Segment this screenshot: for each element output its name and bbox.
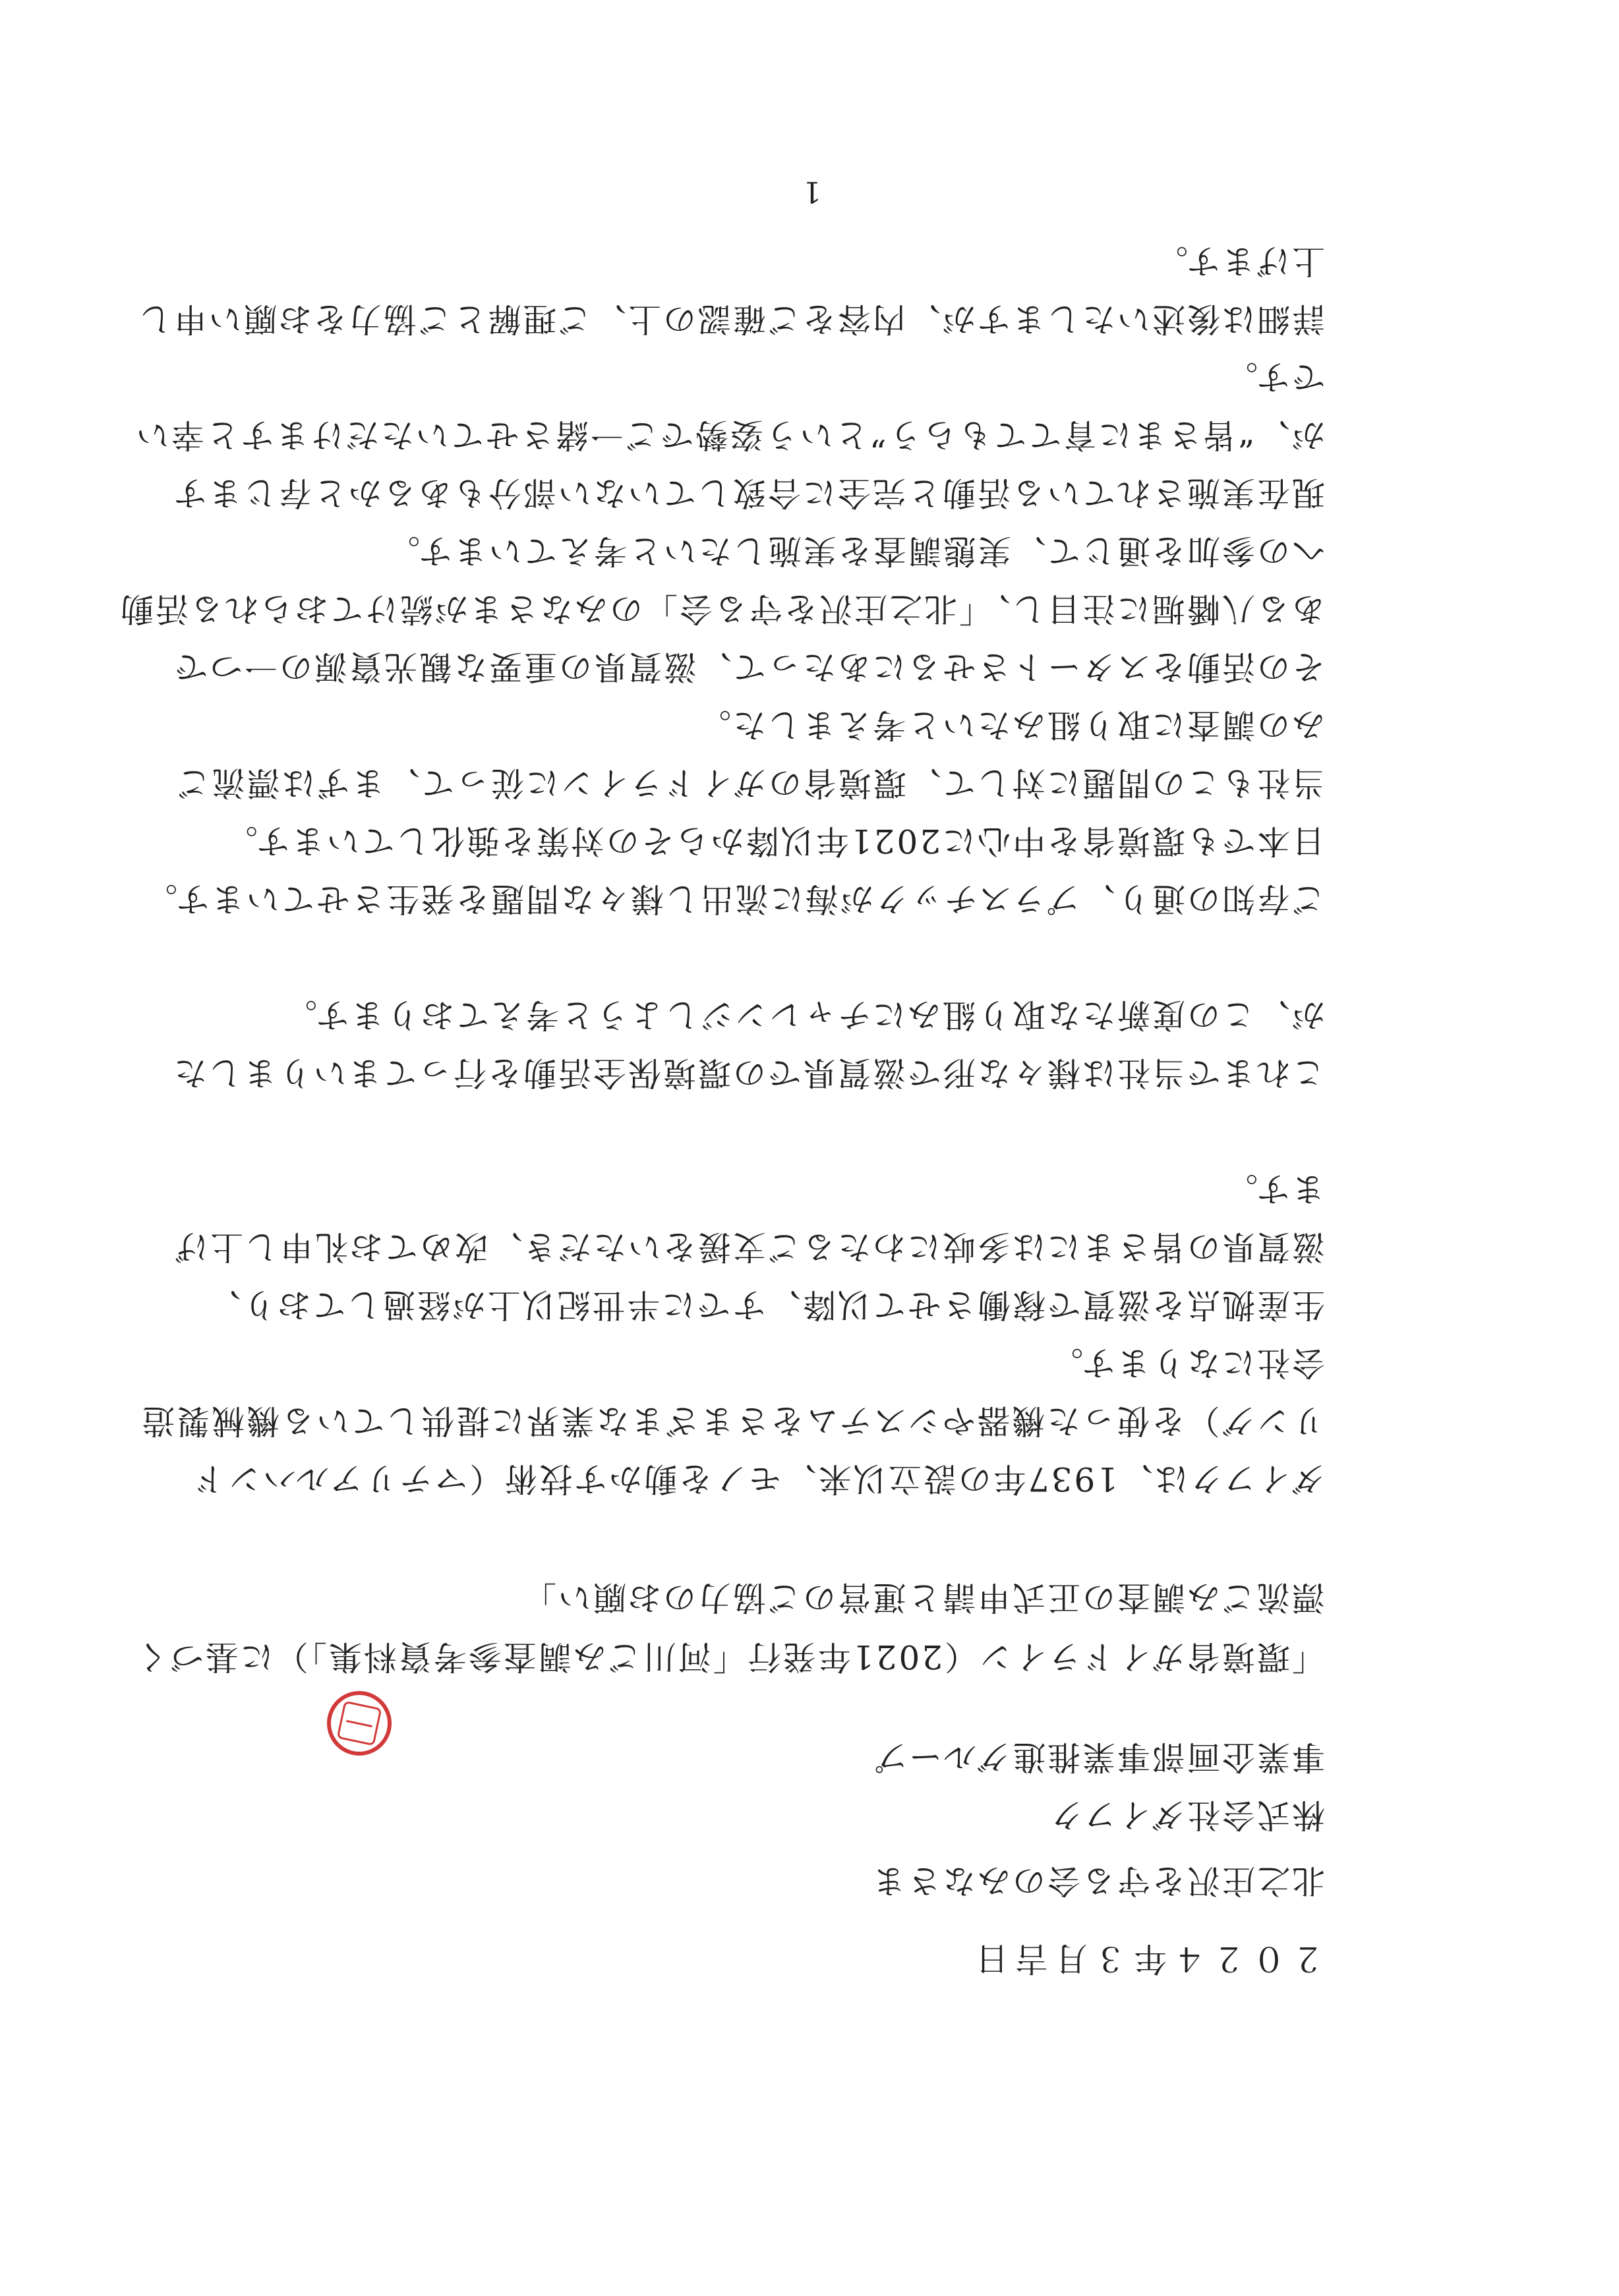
body-line: ダイフクは、1937年の設立以来、モノを動かす技術（マテリアルハンド — [191, 1460, 1325, 1498]
sender-company: 株式会社ダイフク — [1048, 1796, 1325, 1834]
body-line: 上げます。 — [1153, 242, 1325, 280]
body-line: 日本でも環境省を中心に2021年以降からその対策を強化しています。 — [222, 822, 1325, 860]
body-line: 詳細は後述いたしますが、内容をご確認の上、ご理解とご協力をお願い申し — [137, 300, 1325, 338]
body-line: リング）を使った機器やシステムをさまざまな業界に提供している機械製造 — [140, 1402, 1325, 1440]
body-line: 滋賀県の皆さまには多岐にわたるご支援をいただき、改めてお礼申し上げ — [173, 1228, 1325, 1266]
letter-recipient: 北之庄沢を守る会のみなさま — [871, 1862, 1325, 1900]
letter-date: ２０２４年３月吉日 — [969, 1939, 1325, 1978]
body-line: これまで当社は様々な形で滋賀県での環境保全活動を行ってまいりました — [172, 1054, 1325, 1092]
body-line: ます。 — [1223, 1170, 1325, 1208]
body-line: 生産拠点を滋賀で稼働させて以降、すでに半世紀以上が経過しており、 — [206, 1286, 1325, 1324]
body-line: 会社になります。 — [1048, 1344, 1325, 1382]
sender-division: 事業企画部事業推進グループ — [873, 1738, 1325, 1776]
body-line: です。 — [1223, 358, 1325, 396]
body-line: 現在実施されている活動と完全に合致していない部分もあるかと存じます — [172, 474, 1325, 512]
company-seal-stamp — [327, 1691, 392, 1756]
body-line: が、この度新たな取り組みにチャレンジしようと考えております。 — [282, 996, 1325, 1034]
subject-line: 漂流ごみ調査の正式申請と運営のご協力のお願い」 — [521, 1578, 1325, 1617]
body-line: ある八幡堀に注目し、「北之庄沢を守る会」のみなさまが続けておられる活動 — [119, 590, 1325, 628]
body-line: その活動をスタートさせるにあたって、滋賀県の重要な観光資源の一つで — [173, 648, 1325, 686]
body-line: ご存知の通り、プラスチックが海に流出し様々な問題を発生させています。 — [142, 880, 1325, 918]
body-line: への参加を通じて、実態調査を実施したいと考えています。 — [385, 532, 1325, 570]
page-number: 1 — [801, 175, 821, 208]
body-line: みの調査に取り組みたいと考えました。 — [696, 706, 1325, 744]
body-line: が、“皆さまに育ててもらう”という姿勢でご一緒させていただけますと幸い — [134, 416, 1325, 454]
body-line: 当社もこの問題に対して、環境省のガイドラインに従って、まずは漂流ご — [175, 764, 1325, 802]
subject-line: 「環境省ガイドライン（2021年発行「河川ごみ調査参考資料集」）に基づく — [133, 1638, 1325, 1676]
